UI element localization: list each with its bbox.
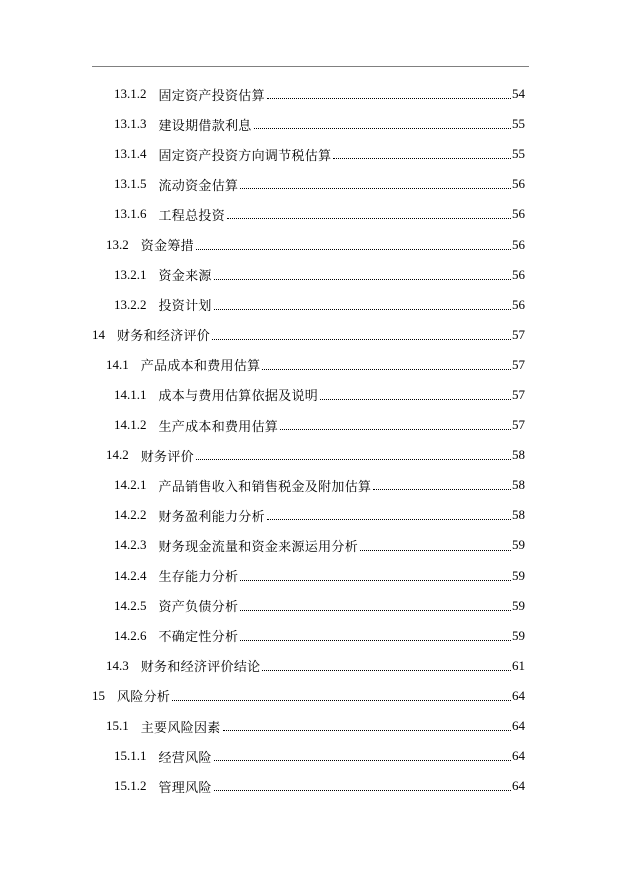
toc-entry-number: 14.2.3 [114,537,147,553]
toc-entry-page-number: 59 [512,537,525,553]
toc-dot-leader [267,518,511,520]
toc-entry[interactable] [0,139,621,169]
toc-entry-number: 14.1 [106,356,129,372]
toc-entry[interactable] [0,591,621,621]
toc-entry-title: 成本与费用估算依据及说明 [158,389,319,405]
toc-entry[interactable] [0,741,621,771]
toc-entry-page-number: 59 [512,597,525,613]
toc-dot-leader [172,699,511,701]
toc-entry-page-number: 59 [512,567,525,583]
toc-entry-page-number: 64 [512,778,525,794]
toc-entry-page-number: 57 [512,386,525,402]
toc-dot-leader [320,398,511,400]
toc-dot-leader [212,338,511,340]
toc-entry-page-number: 57 [512,356,525,372]
toc-entry-title: 工程总投资 [158,208,226,224]
toc-entry-page-number: 57 [512,326,525,342]
toc-entry-number: 14.2.4 [114,567,147,583]
toc-entry-number: 14.1.2 [114,417,147,433]
toc-entry[interactable] [0,771,621,801]
toc-entry[interactable] [0,410,621,440]
toc-entry-page-number: 61 [512,657,525,673]
toc-entry-title: 风险分析 [117,690,171,706]
toc-entry-title: 生产成本和费用估算 [158,419,279,435]
toc-entry-number: 15.1.1 [114,748,147,764]
toc-dot-leader [214,759,511,761]
toc-entry-number: 15 [92,687,105,703]
toc-entry-page-number: 64 [512,718,525,734]
toc-entry-page-number: 58 [512,477,525,493]
toc-dot-leader [262,669,511,671]
toc-dot-leader [360,549,511,551]
toc-entry-page-number: 56 [512,266,525,282]
toc-entry[interactable] [0,109,621,139]
toc-entry-title: 财务现金流量和资金来源运用分析 [158,539,359,555]
table-of-contents [0,79,621,801]
toc-entry[interactable] [0,470,621,500]
toc-dot-leader [223,729,511,731]
toc-dot-leader [333,157,511,159]
toc-entry[interactable] [0,651,621,681]
toc-dot-leader [240,579,511,581]
toc-entry-title: 资金来源 [158,269,212,285]
toc-entry[interactable] [0,79,621,109]
toc-entry[interactable] [0,229,621,259]
toc-dot-leader [214,278,511,280]
toc-entry-number: 13.1.2 [114,86,147,102]
toc-entry-page-number: 58 [512,507,525,523]
toc-entry-number: 15.1.2 [114,778,147,794]
toc-entry-title: 固定资产投资方向调节税估算 [158,148,332,164]
toc-entry-title: 产品成本和费用估算 [140,359,261,375]
toc-entry-number: 14.3 [106,657,129,673]
toc-entry-page-number: 64 [512,687,525,703]
toc-dot-leader [196,458,511,460]
toc-entry-title: 财务和经济评价 [117,329,211,345]
toc-entry-number: 15.1 [106,718,129,734]
toc-dot-leader [240,639,511,641]
toc-entry-number: 13.1.6 [114,206,147,222]
toc-entry-title: 财务评价 [140,449,194,465]
toc-entry-title: 不确定性分析 [158,630,239,646]
toc-entry-title: 财务盈利能力分析 [158,509,265,525]
toc-entry[interactable] [0,320,621,350]
toc-entry-title: 管理风险 [158,780,212,796]
header-rule [92,66,529,67]
toc-entry-number: 13.1.5 [114,176,147,192]
toc-entry-number: 14.1.1 [114,386,147,402]
toc-entry-page-number: 56 [512,236,525,252]
toc-entry[interactable] [0,440,621,470]
toc-entry[interactable] [0,711,621,741]
toc-entry-number: 14.2.1 [114,477,147,493]
toc-entry-page-number: 58 [512,447,525,463]
toc-entry-title: 资金筹措 [140,239,194,255]
toc-entry[interactable] [0,561,621,591]
toc-entry[interactable] [0,380,621,410]
toc-entry[interactable] [0,290,621,320]
toc-entry-number: 14 [92,326,105,342]
toc-entry-number: 14.2.5 [114,597,147,613]
toc-entry[interactable] [0,500,621,530]
toc-entry[interactable] [0,681,621,711]
toc-entry-title: 流动资金估算 [158,178,239,194]
toc-entry-title: 生存能力分析 [158,570,239,586]
toc-entry-title: 建设期借款利息 [158,118,252,134]
toc-entry[interactable] [0,199,621,229]
toc-dot-leader [240,609,511,611]
toc-dot-leader [254,127,511,129]
toc-dot-leader [214,789,511,791]
toc-entry-page-number: 54 [512,86,525,102]
toc-entry-page-number: 56 [512,296,525,312]
toc-entry-title: 固定资产投资估算 [158,88,265,104]
toc-entry-page-number: 55 [512,116,525,132]
toc-entry-title: 主要风险因素 [140,720,221,736]
toc-dot-leader [196,248,511,250]
toc-dot-leader [262,368,511,370]
toc-dot-leader [227,217,511,219]
toc-entry-title: 资产负债分析 [158,600,239,616]
toc-entry-page-number: 57 [512,417,525,433]
toc-dot-leader [267,97,511,99]
toc-entry[interactable] [0,169,621,199]
toc-entry-number: 13.2.1 [114,266,147,282]
toc-entry-page-number: 56 [512,206,525,222]
toc-entry-page-number: 56 [512,176,525,192]
toc-entry-number: 13.2.2 [114,296,147,312]
toc-dot-leader [240,187,511,189]
toc-dot-leader [280,428,511,430]
toc-entry-number: 13.1.4 [114,146,147,162]
toc-entry[interactable] [0,530,621,560]
toc-dot-leader [373,488,511,490]
toc-entry-number: 14.2 [106,447,129,463]
toc-entry-title: 产品销售收入和销售税金及附加估算 [158,479,372,495]
toc-entry-title: 投资计划 [158,299,212,315]
toc-entry-number: 14.2.2 [114,507,147,523]
toc-dot-leader [214,308,511,310]
toc-entry-title: 财务和经济评价结论 [140,660,261,676]
toc-entry-number: 13.2 [106,236,129,252]
toc-entry-title: 经营风险 [158,750,212,766]
toc-entry-page-number: 64 [512,748,525,764]
toc-entry[interactable] [0,621,621,651]
toc-entry-number: 13.1.3 [114,116,147,132]
toc-entry[interactable] [0,350,621,380]
toc-entry-number: 14.2.6 [114,627,147,643]
toc-entry-page-number: 55 [512,146,525,162]
toc-entry[interactable] [0,260,621,290]
toc-entry-page-number: 59 [512,627,525,643]
